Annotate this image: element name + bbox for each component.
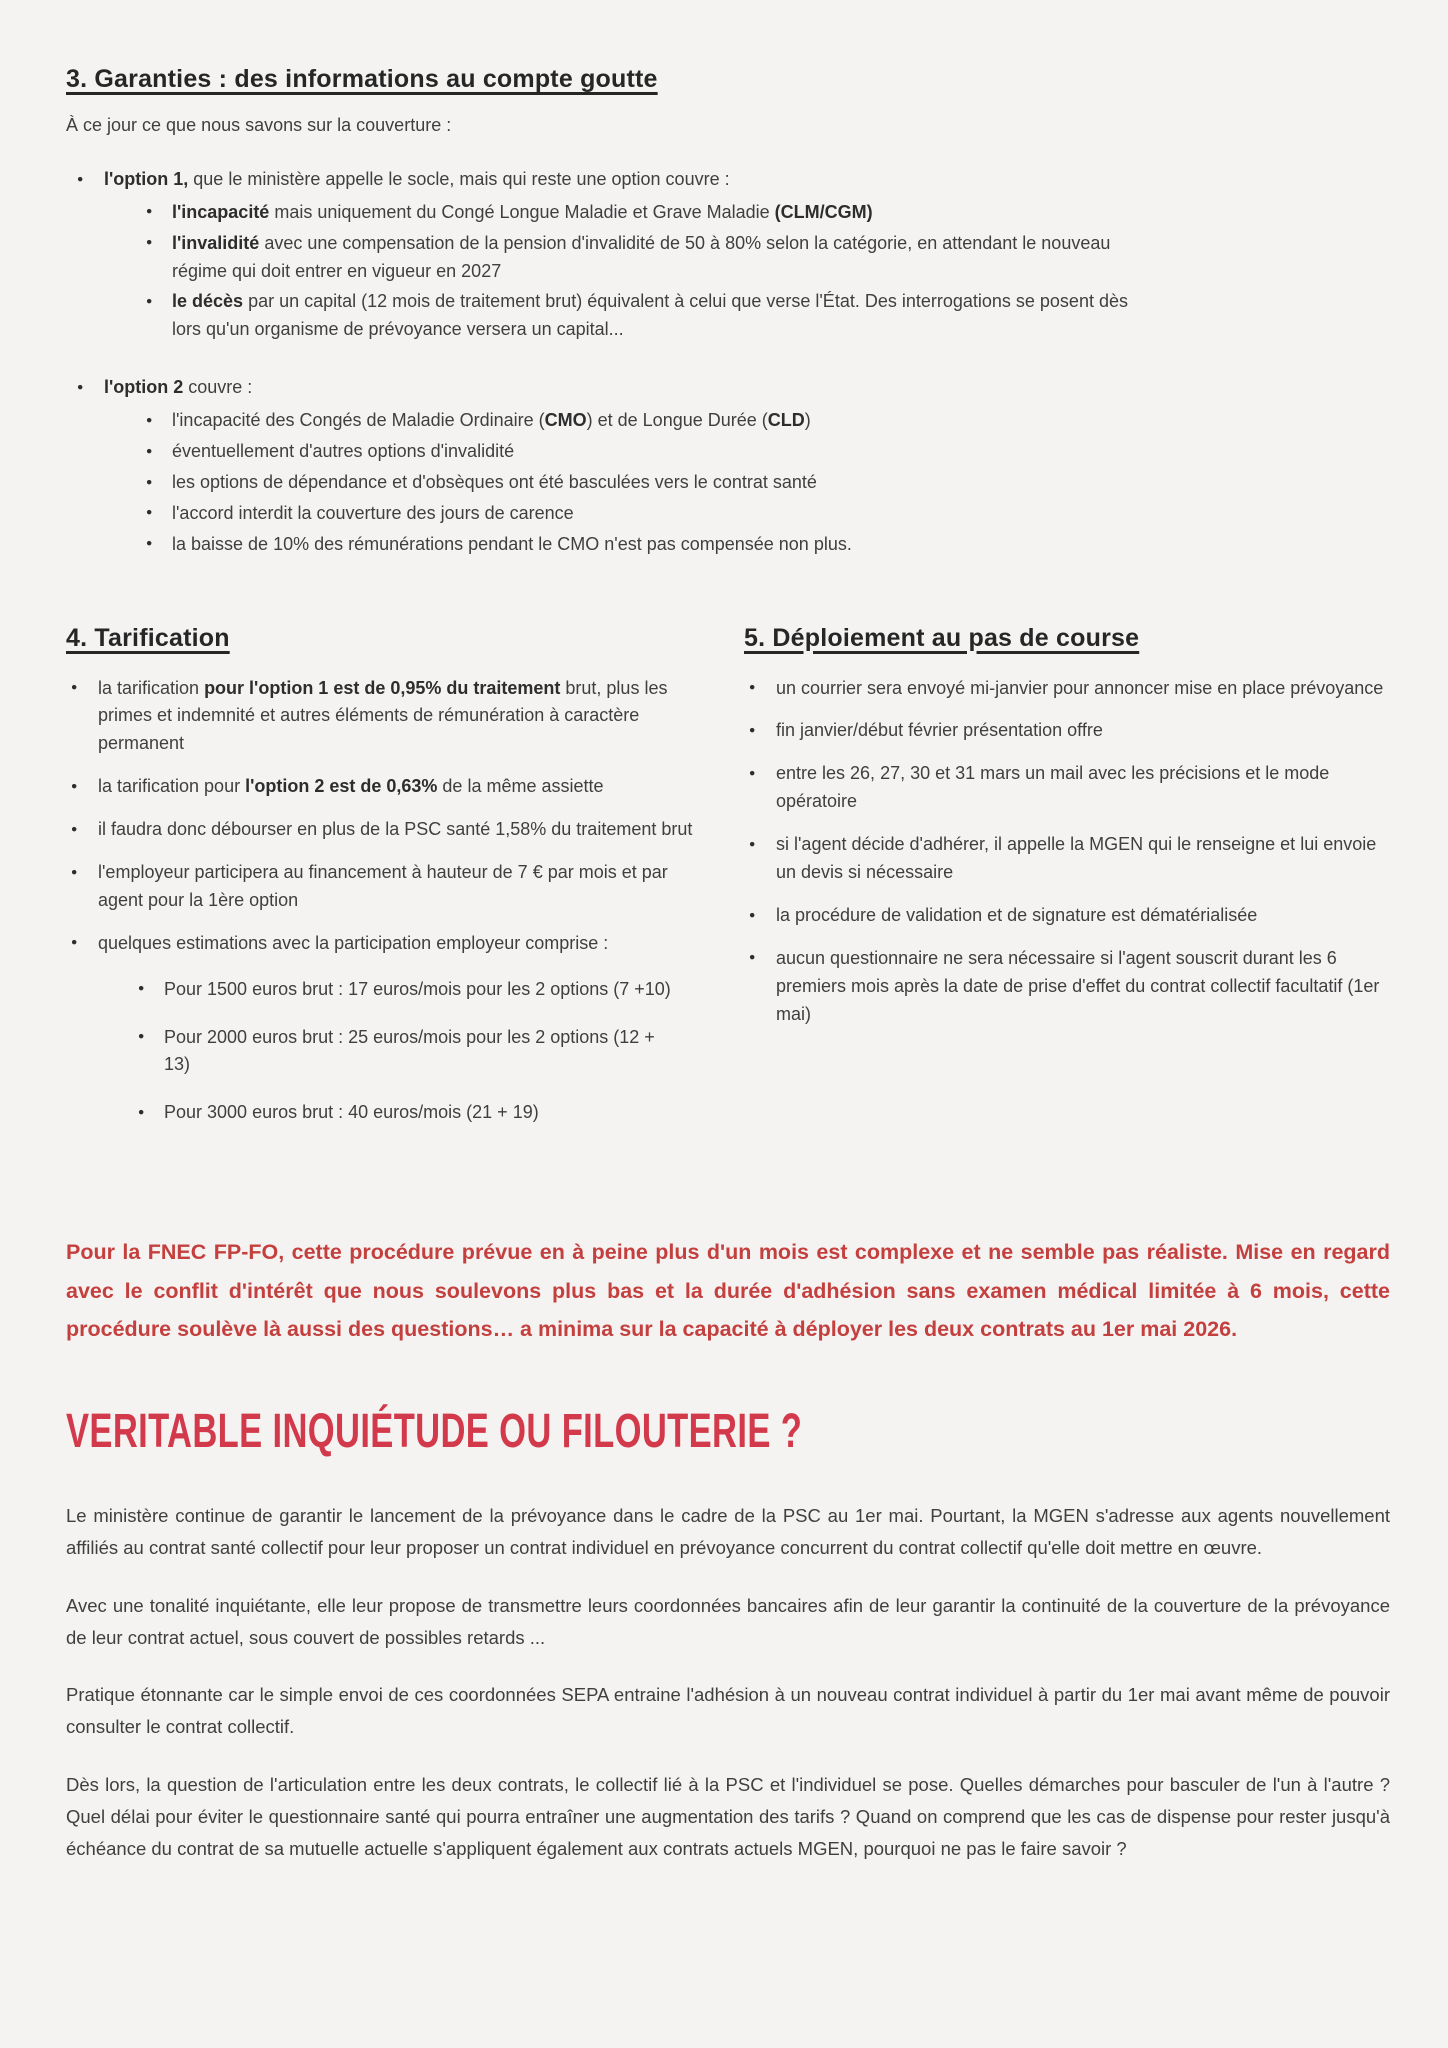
list-item: ● l'incapacité mais uniquement du Congé Longue Maladie et Grave Maladie (CLM/CGM)	[104, 199, 1152, 227]
deploiement-list	[744, 675, 1390, 1029]
list-item: ● fin janvier/début février présentation offre	[744, 717, 1390, 745]
list-item: ● éventuellement d'autres options d'invalidité	[104, 438, 1152, 466]
fnec-alert-paragraph: Pour la FNEC FP-FO, cette procédure prévue en à peine plus d'un mois est complexe et ne semble pas réaliste. Mise en regard avec le conflit d'intérêt que nous soulevons plus bas et la durée d'adhésion sans examen médical limitée à 6 mois, cette procédure soulève là aussi des questions… a minima sur la capacité à déployer les deux contrats au 1er mai 2026.	[66, 1240, 1390, 1341]
list-item: ● l'invalidité avec une compensation de la pension d'invalidité de 50 à 80% selon la catégorie, en attendant le nouveau régime qui doit entrer en vigueur en 2027	[104, 230, 1152, 286]
section-deploiement-heading: 5. Déploiement au pas de course	[744, 623, 1140, 652]
list-item: ● aucun questionnaire ne sera nécessaire si l'agent souscrit durant les 6 premiers mois après la date de prise d'effet du contrat collectif facultatif (1er mai)	[744, 945, 1390, 1029]
list-item: ● la procédure de validation et de signature est dématérialisée	[744, 902, 1390, 930]
two-column-block	[66, 623, 1390, 1148]
list-item: ● l'accord interdit la couverture des jours de carence	[104, 500, 1152, 528]
option1-sublist	[104, 199, 1390, 344]
section-tarification-heading: 4. Tarification	[66, 623, 230, 652]
list-item: ● un courrier sera envoyé mi-janvier pour annoncer mise en place prévoyance	[744, 675, 1390, 703]
headline-text: VERITABLE INQUIÉTUDE OU FILOUTERIE ?	[66, 1405, 803, 1459]
list-item: ● l'employeur participera au financement à hauteur de 7 € par mois et par agent pour la 1ère option	[66, 859, 694, 915]
option1-label: ● l'option 1, que le ministère appelle le socle, mais qui reste une option couvre :	[104, 168, 730, 189]
list-item: ● entre les 26, 27, 30 et 31 mars un mail avec les précisions et le mode opératoire	[744, 760, 1390, 816]
list-item: ● les options de dépendance et d'obsèques ont été basculées vers le contrat santé	[104, 469, 1152, 497]
option2-list-item	[66, 374, 1390, 558]
section-deploiement	[694, 623, 1390, 1148]
headline	[66, 1406, 1390, 1458]
list-item: ● Pour 2000 euros brut : 25 euros/mois pour les 2 options (12 + 13)	[98, 1024, 684, 1080]
garanties-options-list	[66, 166, 1390, 559]
list-item	[66, 930, 694, 1127]
list-item: ● il faudra donc débourser en plus de la PSC santé 1,58% du traitement brut	[66, 816, 694, 844]
option2-label: ● l'option 2 couvre :	[104, 377, 253, 398]
body-paragraph: Le ministère continue de garantir le lancement de la prévoyance dans le cadre de la PSC au 1er mai. Pourtant, la MGEN s'adresse aux agents nouvellement affiliés au contrat santé collectif pour leur proposer un contrat individuel en prévoyance concurrent du contrat collectif qu'elle doit mettre en œuvre.	[66, 1505, 1390, 1558]
list-item: ● la tarification pour l'option 2 est de 0,63% de la même assiette	[66, 773, 694, 801]
body-paragraph: Avec une tonalité inquiétante, elle leur propose de transmettre leurs coordonnées bancaires afin de leur garantir la continuité de la couverture de la prévoyance de leur contrat actuel, sous couvert de possibles retards ...	[66, 1594, 1390, 1648]
list-item: ● la baisse de 10% des rémunérations pendant le CMO n'est pas compensée non plus.	[104, 531, 1152, 559]
section-garanties	[66, 64, 1390, 559]
tarification-list	[66, 675, 694, 1128]
list-item: ● Pour 3000 euros brut : 40 euros/mois (21 + 19)	[98, 1099, 684, 1127]
section-garanties-heading: 3. Garanties : des informations au compte goutte	[66, 65, 658, 93]
option2-sublist	[104, 407, 1390, 558]
option1-list-item	[66, 166, 1390, 344]
estimations-label: ● quelques estimations avec la participation employeur comprise :	[98, 932, 609, 953]
estimations-sublist	[98, 976, 694, 1128]
garanties-intro-text: À ce jour ce que nous savons sur la couverture :	[66, 115, 452, 135]
section-tarification	[66, 623, 694, 1148]
list-item: ● l'incapacité des Congés de Maladie Ordinaire (CMO) et de Longue Durée (CLD)	[104, 407, 1152, 435]
list-item: ● le décès par un capital (12 mois de traitement brut) équivalent à celui que verse l'État. Des interrogations se posent dès lors qu'un organisme de prévoyance versera un capital...	[104, 288, 1152, 344]
body-paragraph: Pratique étonnante car le simple envoi de ces coordonnées SEPA entraine l'adhésion à un nouveau contrat individuel à partir du 1er mai avant même de pouvoir consulter le contrat collectif.	[66, 1684, 1390, 1738]
list-item: ● si l'agent décide d'adhérer, il appelle la MGEN qui le renseigne et lui envoie un devis si nécessaire	[744, 831, 1390, 887]
list-item: ● la tarification pour l'option 1 est de 0,95% du traitement brut, plus les primes et indemnité et autres éléments de rémunération à caractère permanent	[66, 675, 694, 759]
list-item: ● Pour 1500 euros brut : 17 euros/mois pour les 2 options (7 +10)	[98, 976, 684, 1004]
body-paragraph: Dès lors, la question de l'articulation entre les deux contrats, le collectif lié à la PSC et l'individuel se pose. Quelles démarches pour basculer de l'un à l'autre ? Quel délai pour éviter le questionnaire santé qui pourra entraîner une augmentation des tarifs ? Quand on comprend que les cas de dispense pour rester jusqu'à échéance du contrat de sa mutuelle actuelle s'appliquent également aux contrats actuels MGEN, pourquoi ne pas le faire savoir ?	[66, 1773, 1390, 1859]
